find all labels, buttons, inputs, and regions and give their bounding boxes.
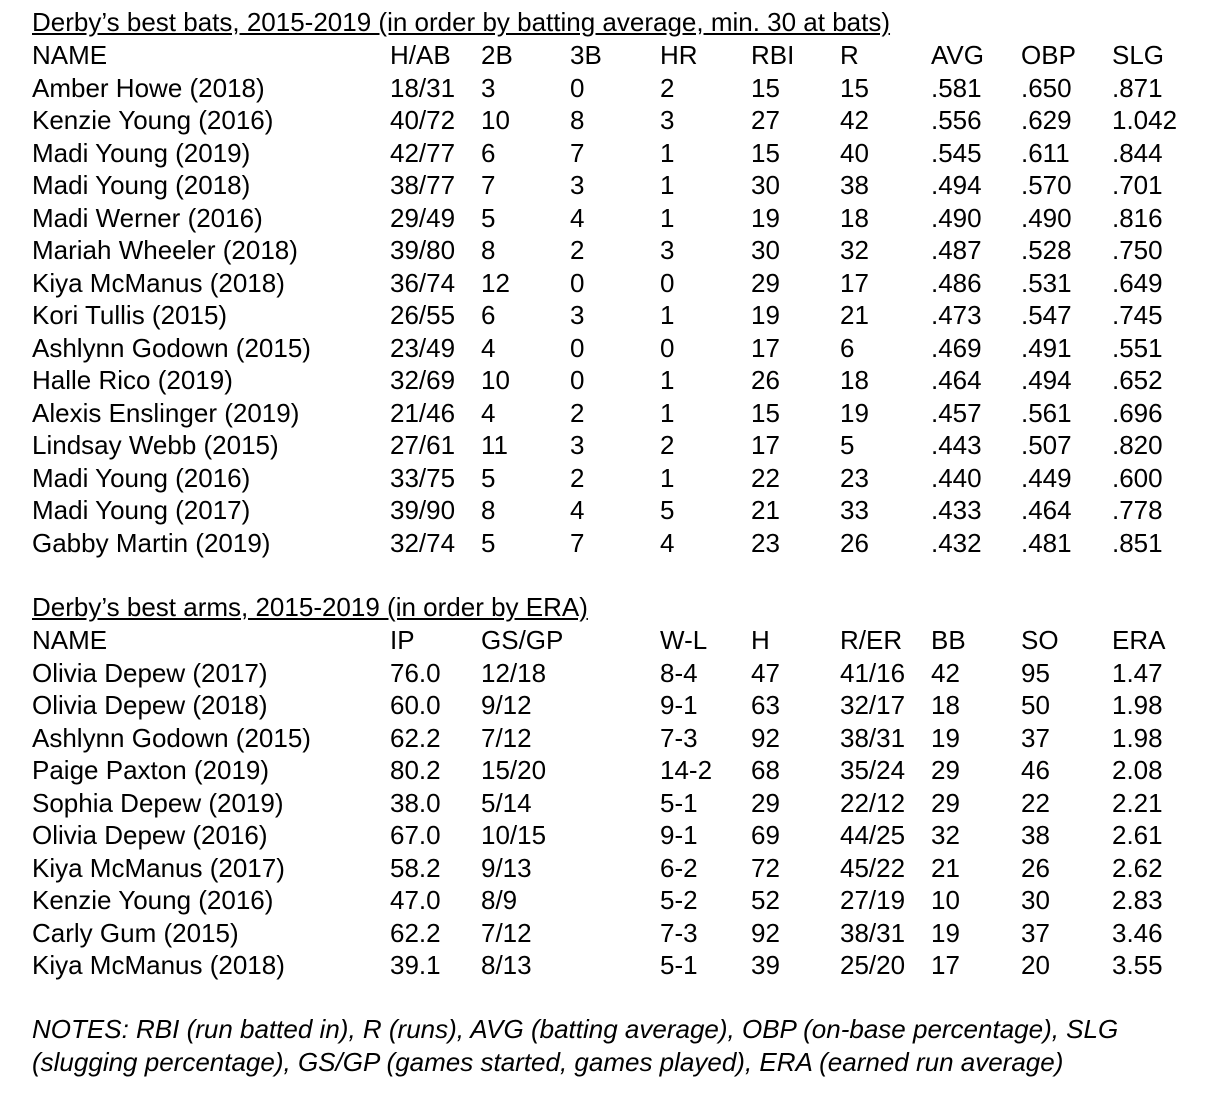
table-cell: 41/16 [840,657,906,688]
table-row [0,202,1230,235]
table-cell: 5 [660,495,675,525]
table-cell: 23 [751,527,780,558]
table-cell: .611 [1021,137,1070,168]
table-cell: Paige Paxton (2019) [32,755,270,785]
table-cell: 42/77 [390,137,456,168]
table-cell: 22 [1021,787,1050,818]
table-cell: 27 [751,105,780,135]
table-cell: Amber Howe (2018) [32,72,265,103]
table-cell: 6 [481,300,496,330]
table-cell: Mariah Wheeler (2018) [32,235,298,265]
header-row [0,624,1230,657]
table-cell: 1.98 [1112,690,1163,720]
table-cell: 29 [751,787,780,818]
table-cell: 19 [931,917,960,948]
table-cell: 15 [751,137,780,168]
table-cell: 36/74 [390,267,456,298]
table-cell: 32/74 [390,527,456,558]
table-cell: 0 [570,72,585,103]
table-cell: .581 [931,72,982,103]
table-cell: .650 [1021,72,1072,103]
table-cell: .433 [931,495,982,525]
table-cell: 1.042 [1112,105,1178,135]
table-cell: 42 [840,105,869,135]
table-cell: 19 [931,722,960,753]
table-cell: 62.2 [390,917,441,948]
table-cell: 32/17 [840,690,906,720]
table-cell: 5-2 [660,885,698,915]
table-cell: 4 [481,332,496,363]
table-cell: 1 [660,397,675,428]
table-cell: Carly Gum (2015) [32,917,239,948]
table-cell: 15 [840,72,869,103]
table-cell: 2 [570,235,585,265]
table-cell: .528 [1021,235,1072,265]
table-cell: 69 [751,820,780,850]
table-cell: 29 [751,267,780,298]
table-cell: 3 [570,300,585,330]
table-cell: 62.2 [390,722,441,753]
table-cell: 7 [570,527,585,558]
table-row [0,527,1230,560]
column-header: IP [390,625,415,655]
table-cell: 95 [1021,657,1050,688]
table-cell: 2.62 [1112,852,1163,883]
table-cell: 38 [1021,820,1050,850]
table-cell: 21 [751,495,780,525]
table-cell: 5-1 [660,950,698,980]
table-cell: 1.47 [1112,657,1163,688]
table-cell: Kiya McManus (2017) [32,852,285,883]
table-cell: 3 [660,235,675,265]
table-row [0,429,1230,462]
column-header: HR [660,40,698,70]
table-cell: 76.0 [390,657,441,688]
table-cell: 8 [481,495,496,525]
column-header: AVG [931,40,984,70]
table-cell: 33 [840,495,869,525]
table-cell: Olivia Depew (2018) [32,690,268,720]
table-row [0,364,1230,397]
table-cell: 18 [840,202,869,233]
table-cell: 29/49 [390,202,456,233]
table-cell: 17 [751,332,780,363]
table-cell: .871 [1112,72,1163,103]
table-cell: 4 [570,202,585,233]
table-cell: 45/22 [840,852,906,883]
column-header: NAME [32,625,108,655]
table-cell: 15 [751,72,780,103]
table-cell: 0 [570,365,585,395]
table-cell: .545 [931,137,982,168]
table-cell: .457 [931,397,982,428]
table-cell: 7-3 [660,917,698,948]
table-cell: 1 [660,300,675,330]
table-cell: 14-2 [660,755,713,785]
table-cell: 32 [840,235,869,265]
table-cell: 27/19 [840,885,906,915]
table-cell: 4 [660,527,675,558]
table-cell: 39.1 [390,950,441,980]
table-cell: 5/14 [481,787,532,818]
table-cell: Gabby Martin (2019) [32,527,271,558]
table-cell: 37 [1021,722,1050,753]
table-cell: .844 [1112,137,1163,168]
table-cell: 3 [570,430,585,460]
table-cell: .649 [1112,267,1163,298]
table-cell: Olivia Depew (2016) [32,820,268,850]
table-cell: Ashlynn Godown (2015) [32,722,311,753]
table-cell: .750 [1112,235,1163,265]
table-cell: 72 [751,852,780,883]
table-row [0,754,1230,787]
table-row [0,72,1230,105]
table-cell: .745 [1112,300,1163,330]
batting-table-title: Derby’s best bats, 2015-2019 (in order by batting average, min. 30 at bats) [32,7,891,37]
table-cell: 2 [660,72,675,103]
column-header: OBP [1021,40,1076,70]
table-cell: .494 [931,170,982,200]
table-cell: Kenzie Young (2016) [32,105,274,135]
table-cell: 2.83 [1112,885,1163,915]
table-cell: 38 [840,170,869,200]
table-cell: 21 [931,852,960,883]
table-cell: 38/31 [840,917,906,948]
column-header: SO [1021,625,1059,655]
table-cell: 67.0 [390,820,441,850]
table-cell: 26 [1021,852,1050,883]
table-cell: Halle Rico (2019) [32,365,233,395]
table-row [0,234,1230,267]
table-cell: 8-4 [660,657,698,688]
table-cell: .851 [1112,527,1163,558]
table-cell: 4 [570,495,585,525]
table-cell: 23/49 [390,332,456,363]
table-cell: 32/69 [390,365,456,395]
table-cell: 0 [570,332,585,363]
table-cell: 10 [931,885,960,915]
table-cell: 50 [1021,690,1050,720]
table-cell: .491 [1021,332,1072,363]
table-cell: 7/12 [481,917,532,948]
table-cell: Kenzie Young (2016) [32,885,274,915]
table-cell: 1 [660,137,675,168]
table-cell: Madi Young (2017) [32,495,251,525]
table-cell: 10 [481,365,510,395]
table-cell: 7 [570,137,585,168]
table-cell: 1 [660,462,675,493]
table-cell: 10/15 [481,820,547,850]
table-cell: 60.0 [390,690,441,720]
table-cell: .443 [931,430,982,460]
table-cell: 17 [840,267,869,298]
pitching-table-title: Derby’s best arms, 2015-2019 (in order by ERA) [32,592,588,622]
table-cell: 9/13 [481,852,532,883]
column-header: BB [931,625,966,655]
table-cell: 44/25 [840,820,906,850]
table-cell: 21 [840,300,869,330]
table-cell: 2 [570,462,585,493]
table-cell: 35/24 [840,755,906,785]
table-cell: .778 [1112,495,1163,525]
table-row [0,462,1230,495]
table-cell: 6 [840,332,855,363]
table-cell: 5-1 [660,787,698,818]
table-row [0,332,1230,365]
table-cell: 68 [751,755,780,785]
table-cell: .507 [1021,430,1072,460]
table-cell: Lindsay Webb (2015) [32,430,279,460]
table-cell: 8 [570,105,585,135]
table-cell: 3.55 [1112,950,1163,980]
table-cell: .440 [931,462,982,493]
table-cell: 29 [931,787,960,818]
table-cell: 29 [931,755,960,785]
table-cell: 3 [481,72,496,103]
table-row [0,917,1230,950]
table-cell: 52 [751,885,780,915]
table-cell: .487 [931,235,982,265]
table-cell: Madi Young (2019) [32,137,251,168]
table-cell: 0 [660,332,675,363]
table-row [0,494,1230,527]
table-cell: 18 [840,365,869,395]
table-cell: 32 [931,820,960,850]
table-cell: 92 [751,722,780,753]
table-cell: .464 [931,365,982,395]
table-cell: 2.21 [1112,787,1163,818]
column-header: RBI [751,40,795,70]
table-cell: 1.98 [1112,722,1163,753]
table-cell: 15/20 [481,755,547,785]
table-cell: 21/46 [390,397,456,428]
table-cell: 26 [840,527,869,558]
table-cell: 6 [481,137,496,168]
table-cell: 19 [840,397,869,428]
table-row [0,397,1230,430]
column-header: R/ER [840,625,903,655]
table-cell: 0 [570,267,585,298]
table-cell: .561 [1021,397,1072,428]
table-row [0,104,1230,137]
table-cell: .570 [1021,170,1072,200]
table-cell: 22/12 [840,787,906,818]
table-cell: Madi Young (2018) [32,170,251,200]
table-cell: 19 [751,300,780,330]
column-header: NAME [32,40,108,70]
table-cell: 4 [481,397,496,428]
table-cell: 18 [931,690,960,720]
table-cell: 3.46 [1112,917,1163,948]
table-cell: 39 [751,950,780,980]
header-row [0,39,1230,72]
table-cell: 1 [660,365,675,395]
table-cell: 9-1 [660,820,698,850]
table-cell: 12 [481,267,510,298]
table-cell: 5 [481,527,496,558]
table-cell: .473 [931,300,982,330]
table-cell: Ashlynn Godown (2015) [32,332,311,363]
table-cell: .486 [931,267,982,298]
table-row [0,169,1230,202]
table-cell: .551 [1112,332,1163,363]
table-cell: 47.0 [390,885,441,915]
column-header: W-L [660,625,708,655]
table-cell: Kori Tullis (2015) [32,300,228,330]
table-cell: .600 [1112,462,1163,493]
table-cell: 23 [840,462,869,493]
table-cell: 2 [570,397,585,428]
table-cell: 7-3 [660,722,698,753]
table-cell: 46 [1021,755,1050,785]
table-cell: .816 [1112,202,1163,233]
table-cell: 38/77 [390,170,456,200]
column-header: SLG [1112,40,1165,70]
table-cell: 15 [751,397,780,428]
table-cell: 2 [660,430,675,460]
table-cell: .547 [1021,300,1072,330]
table-cell: .701 [1112,170,1163,200]
table-cell: 80.2 [390,755,441,785]
table-cell: 7 [481,170,496,200]
table-row [0,299,1230,332]
table-row [0,657,1230,690]
table-cell: 37 [1021,917,1050,948]
table-cell: 0 [660,267,675,298]
table-row [0,852,1230,885]
table-cell: 22 [751,462,780,493]
table-cell: 33/75 [390,462,456,493]
table-cell: 30 [751,170,780,200]
table-cell: 39/90 [390,495,456,525]
table-cell: 19 [751,202,780,233]
column-header: 2B [481,40,513,70]
table-row [0,884,1230,917]
table-cell: 5 [840,430,855,460]
table-cell: 38/31 [840,722,906,753]
table-cell: .531 [1021,267,1072,298]
table-cell: 17 [751,430,780,460]
table-cell: 1 [660,170,675,200]
table-cell: 3 [570,170,585,200]
table-cell: 9-1 [660,690,698,720]
column-header: GS/GP [481,625,564,655]
table-row [0,689,1230,722]
table-cell: .432 [931,527,982,558]
table-cell: Madi Young (2016) [32,462,251,493]
column-header: H [751,625,770,655]
table-cell: 40/72 [390,105,456,135]
table-cell: .464 [1021,495,1072,525]
table-cell: 10 [481,105,510,135]
column-header: H/AB [390,40,451,70]
table-cell: .629 [1021,105,1072,135]
table-cell: 63 [751,690,780,720]
notes: NOTES: RBI (run batted in), R (runs), AVG (batting average), OBP (on-base percentage), SLG (slugging percentage), GS/GP (games started, games played), ERA (earned run average) [32,1014,1119,1077]
table-cell: 58.2 [390,852,441,883]
table-cell: 39/80 [390,235,456,265]
table-cell: 38.0 [390,787,441,818]
table-cell: Olivia Depew (2017) [32,657,268,688]
table-cell: 26 [751,365,780,395]
table-cell: .490 [1021,202,1072,233]
table-cell: 47 [751,657,780,688]
table-cell: 25/20 [840,950,906,980]
table-row [0,787,1230,820]
table-cell: 5 [481,202,496,233]
table-cell: Kiya McManus (2018) [32,267,285,298]
table-cell: .469 [931,332,982,363]
table-cell: 42 [931,657,960,688]
table-cell: 20 [1021,950,1050,980]
column-header: R [840,40,859,70]
table-cell: 6-2 [660,852,698,883]
table-cell: 18/31 [390,72,456,103]
table-cell: Sophia Depew (2019) [32,787,284,818]
table-cell: .481 [1021,527,1072,558]
table-cell: 8/13 [481,950,532,980]
table-cell: .820 [1112,430,1163,460]
column-header: ERA [1112,625,1166,655]
table-cell: .494 [1021,365,1072,395]
table-cell: 5 [481,462,496,493]
table-row [0,137,1230,170]
table-cell: 7/12 [481,722,532,753]
table-row [0,722,1230,755]
table-cell: Madi Werner (2016) [32,202,263,233]
table-cell: 2.61 [1112,820,1163,850]
table-cell: 2.08 [1112,755,1163,785]
table-cell: 30 [751,235,780,265]
table-cell: Alexis Enslinger (2019) [32,397,300,428]
table-cell: Kiya McManus (2018) [32,950,285,980]
table-cell: .490 [931,202,982,233]
table-cell: 8 [481,235,496,265]
table-cell: .556 [931,105,982,135]
table-cell: 17 [931,950,960,980]
table-row [0,819,1230,852]
column-header: 3B [570,40,602,70]
table-row [0,949,1230,982]
table-cell: 26/55 [390,300,456,330]
table-cell: 30 [1021,885,1050,915]
table-cell: 3 [660,105,675,135]
table-cell: 12/18 [481,657,547,688]
table-cell: .652 [1112,365,1163,395]
table-cell: 40 [840,137,869,168]
table-cell: .449 [1021,462,1072,493]
table-cell: 9/12 [481,690,532,720]
table-cell: 1 [660,202,675,233]
table-row [0,267,1230,300]
table-cell: 92 [751,917,780,948]
table-cell: .696 [1112,397,1163,428]
table-cell: 27/61 [390,430,456,460]
table-cell: 11 [481,430,508,460]
table-cell: 8/9 [481,885,518,915]
